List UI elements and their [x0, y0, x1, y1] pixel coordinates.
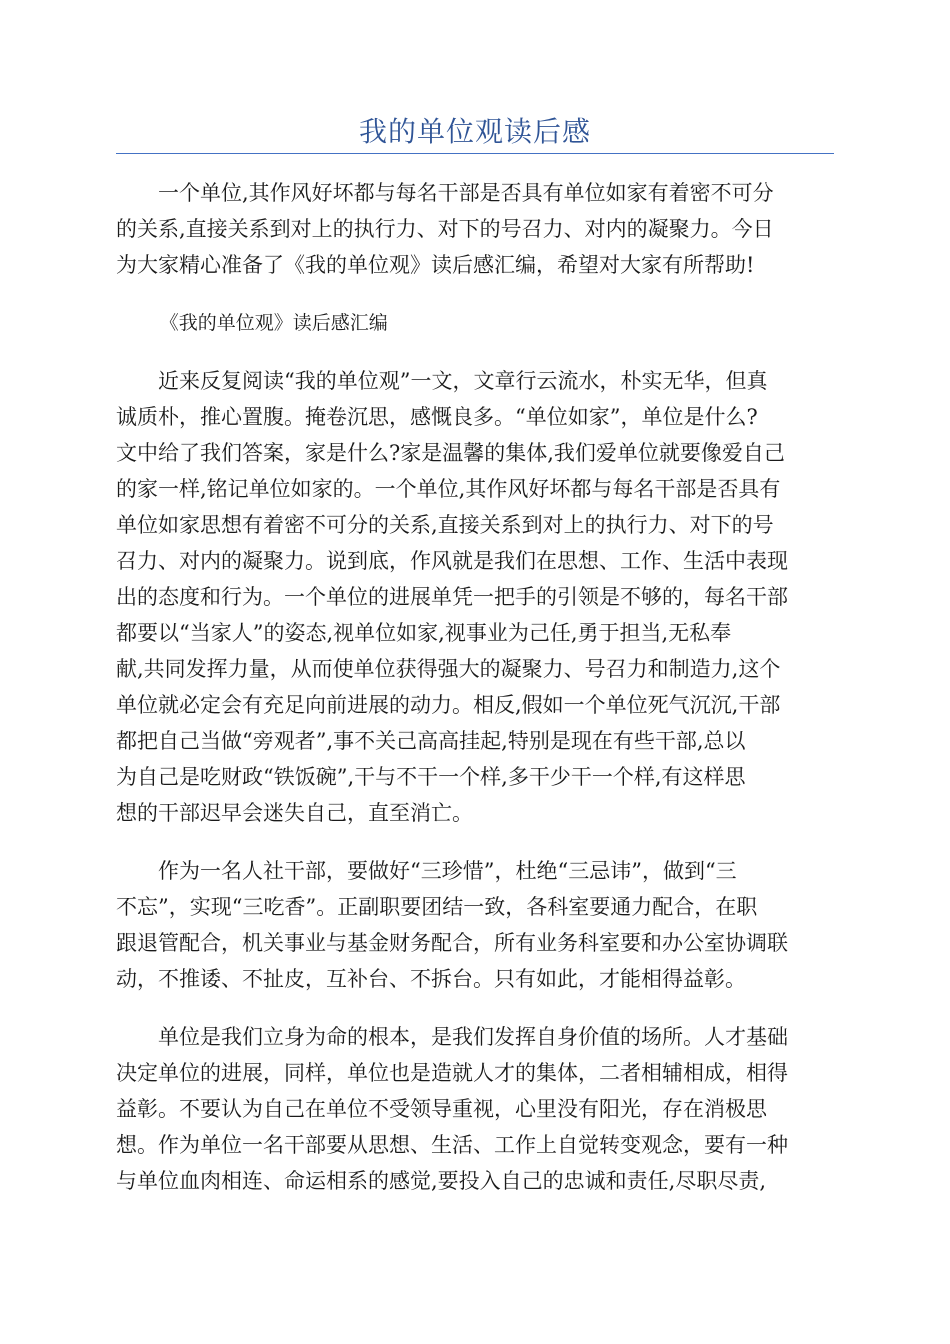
text-line: 为大家精心准备了《我的单位观》读后感汇编，希望对大家有所帮助!: [116, 253, 755, 277]
title-divider: [116, 153, 834, 154]
text-line: 都要以“当家人”的姿态,视单位如家,视事业为己任,勇于担当,无私奉: [116, 621, 732, 645]
paragraph-3: [116, 1019, 834, 1199]
document-body: [116, 175, 834, 1221]
text-line: 动，不推诿、不扯皮，互补台、不拆台。只有如此，才能相得益彰。: [116, 967, 746, 991]
text-line: 与单位血肉相连、命运相系的感觉,要投入自己的忠诚和责任,尽职尽责,: [116, 1169, 767, 1193]
intro-paragraph: [116, 175, 834, 283]
page-title: 我的单位观读后感: [358, 115, 591, 148]
text-line: 跟退管配合，机关事业与基金财务配合，所有业务科室要和办公室协调联: [116, 931, 788, 955]
paragraph-2: [116, 853, 834, 997]
text-line: 献,共同发挥力量，从而使单位获得强大的凝聚力、号召力和制造力,这个: [116, 657, 781, 681]
text-line: 想的干部迟早会迷失自己，直至消亡。: [116, 801, 473, 825]
text-line: 出的态度和行为。一个单位的进展单凭一把手的引领是不够的，每名干部: [116, 585, 788, 609]
text-line: 召力、对内的凝聚力。说到底，作风就是我们在思想、工作、生活中表现: [116, 549, 788, 573]
text-line: 决定单位的进展，同样，单位也是造就人才的集体，二者相辅相成，相得: [116, 1061, 788, 1085]
text-line: 诚质朴，推心置腹。掩卷沉思，感慨良多。“单位如家”，单位是什么?: [116, 405, 758, 429]
text-line: 不忘”，实现“三吃香”。正副职要团结一致，各科室要通力配合，在职: [116, 895, 758, 919]
text-line: 都把自己当做“旁观者”,事不关己高高挂起,特别是现在有些干部,总以: [116, 729, 746, 753]
text-line: 单位如家思想有着密不可分的关系,直接关系到对上的执行力、对下的号: [116, 513, 774, 537]
text-line: 文中给了我们答案，家是什么?家是温馨的集体,我们爱单位就要像爱自己: [116, 441, 785, 465]
text-line: 作为一名人社干部，要做好“三珍惜”，杜绝“三忌讳”，做到“三: [158, 859, 737, 883]
text-line: 单位是我们立身为命的根本，是我们发挥自身价值的场所。人才基础: [158, 1025, 788, 1049]
text-line: 一个单位,其作风好坏都与每名干部是否具有单位如家有着密不可分: [158, 181, 774, 205]
text-line: 单位就必定会有充足向前进展的动力。相反,假如一个单位死气沉沉,干部: [116, 693, 781, 717]
text-line: 近来反复阅读“我的单位观”一文，文章行云流水，朴实无华，但真: [158, 369, 768, 393]
paragraph-1: [116, 363, 834, 831]
text-line: 益彰。不要认为自己在单位不受领导重视，心里没有阳光，存在消极思: [116, 1097, 767, 1121]
section-subtitle: 《我的单位观》读后感汇编: [159, 312, 388, 334]
text-line: 的关系,直接关系到对上的执行力、对下的号召力、对内的凝聚力。今日: [116, 217, 774, 241]
text-line: 的家一样,铭记单位如家的。一个单位,其作风好坏都与每名干部是否具有: [116, 477, 781, 501]
text-line: 为自己是吃财政“铁饭碗”,干与不干一个样,多干少干一个样,有这样思: [116, 765, 746, 789]
text-line: 想。作为单位一名干部要从思想、生活、工作上自觉转变观念，要有一种: [116, 1133, 788, 1157]
